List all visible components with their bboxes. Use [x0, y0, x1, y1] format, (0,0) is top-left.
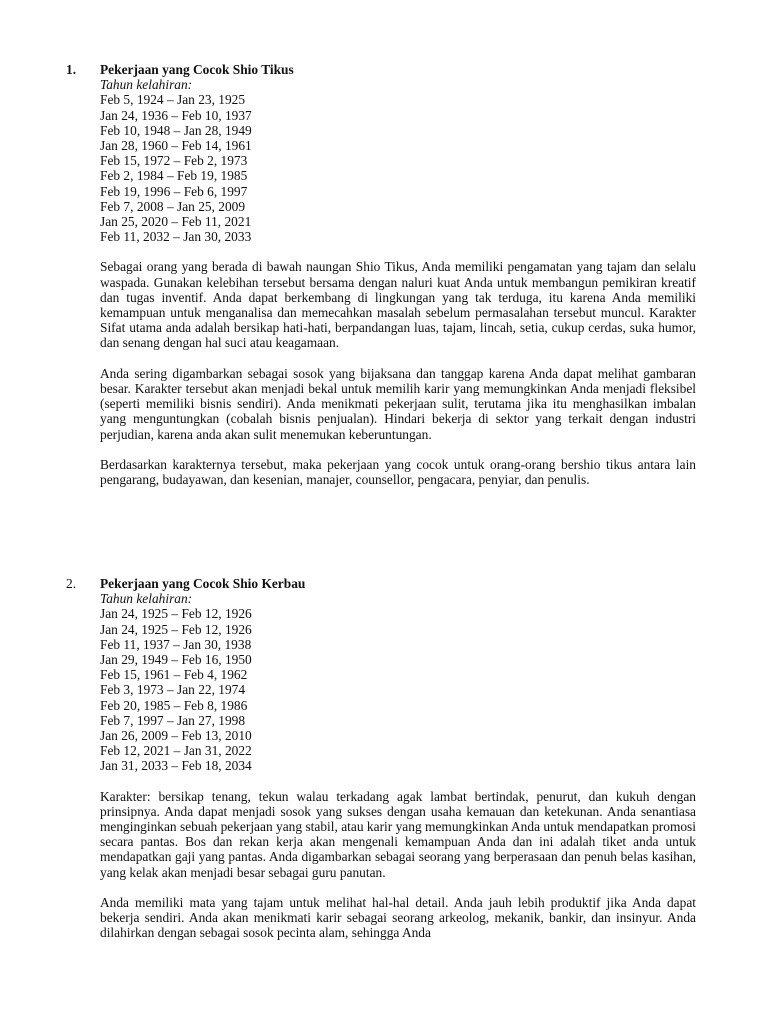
body-paragraph: Berdasarkan karakternya tersebut, maka pekerjaan yang cocok untuk orang-orang bershio tikus antara lain pengarang, budayawan, dan kesenian, manajer, counsellor, pengacara, penyiar, dan penulis. — [100, 457, 696, 488]
birth-year-range: Feb 12, 2021 – Jan 31, 2022 — [100, 743, 252, 759]
birth-year-range: Feb 7, 2008 – Jan 25, 2009 — [100, 198, 246, 214]
birth-years-label: Tahun kelahiran: — [100, 77, 193, 93]
birth-years-label: Tahun kelahiran: — [100, 591, 193, 607]
section-number: 2. — [66, 576, 77, 591]
birth-year-range: Feb 19, 1996 – Feb 6, 1997 — [100, 183, 248, 199]
birth-year-range: Feb 11, 1937 – Jan 30, 1938 — [100, 636, 252, 652]
body-paragraph: Karakter: bersikap tenang, tekun walau terkadang agak lambat bertindak, penurut, dan kukuh dengan prinsipnya. Anda dapat menjadi sosok yang sukses dengan usaha kemauan dan ketekunan. Anda senantiasa menginginkan sebuah pekerjaan yang stabil, atau karir yang memungkinkan Anda untuk mendapatkan promosi secara pantas. Bos dan rekan kerja akan mengenali kemampuan Anda dan ini adalah tiket anda untuk mendapatkan gaji yang pantas. Anda digambarkan sebagai seorang yang berperasaan dan penuh belas kasihan, yang kelak akan menjadi besar sebagai guru panutan. — [100, 788, 696, 880]
birth-year-range: Jan 28, 1960 – Feb 14, 1961 — [100, 137, 252, 153]
body-paragraph: Anda memiliki mata yang tajam untuk melihat hal-hal detail. Anda jauh lebih produktif jika Anda dapat bekerja sendiri. Anda akan menikmati karir sebagai seorang arkeolog, mekanik, bankir, dan insinyur. Anda dilahirkan dengan sebagai sosok pecinta alam, sehingga Anda — [100, 895, 696, 941]
section-title: Pekerjaan yang Cocok Shio Kerbau — [100, 576, 306, 591]
birth-year-range: Feb 3, 1973 – Jan 22, 1974 — [100, 682, 246, 698]
birth-year-range: Feb 7, 1997 – Jan 27, 1998 — [100, 712, 246, 728]
section-title: Pekerjaan yang Cocok Shio Tikus — [100, 62, 294, 77]
birth-year-range: Jan 24, 1925 – Feb 12, 1926 — [100, 621, 252, 637]
birth-year-range: Jan 31, 2033 – Feb 18, 2034 — [100, 758, 252, 774]
birth-year-range: Jan 25, 2020 – Feb 11, 2021 — [100, 213, 252, 229]
birth-year-range: Jan 26, 2009 – Feb 13, 2010 — [100, 727, 252, 743]
birth-year-range: Jan 29, 1949 – Feb 16, 1950 — [100, 651, 252, 667]
birth-year-range: Feb 15, 1961 – Feb 4, 1962 — [100, 667, 248, 683]
body-paragraph: Sebagai orang yang berada di bawah naungan Shio Tikus, Anda memiliki pengamatan yang tajam dan selalu waspada. Gunakan kelebihan tersebut bersama dengan naluri kuat Anda untuk membangun pemikiran kreatif dan tugas inventif. Anda dapat berkembang di lingkungan yang tak terduga, itu karena Anda memiliki kemampuan untuk menganalisa dan memecahkan masalah sebelum permasalahan tersebut muncul. Karakter Sifat utama anda adalah bersikap hati-hati, berpandangan luas, tajam, lincah, setia, cukup cerdas, suka humor, dan senang dengan hal suci atau keagamaan. — [100, 259, 696, 351]
birth-year-range: Jan 24, 1936 – Feb 10, 1937 — [100, 107, 252, 123]
birth-year-range: Feb 5, 1924 – Jan 23, 1925 — [100, 92, 246, 108]
body-paragraph: Anda sering digambarkan sebagai sosok yang bijaksana dan tanggap karena Anda dapat melihat gambaran besar. Karakter tersebut akan menjadi bekal untuk memilih karir yang memungkinkan Anda menjadi fleksibel (seperti memiliki bisnis sendiri). Anda menikmati pekerjaan sulit, terutama jika itu menghasilkan imbalan yang menguntungkan (cobalah bisnis penjualan). Hindari bekerja di sektor yang terkait dengan industri perjudian, karena anda akan sulit menemukan keberuntungan. — [100, 365, 696, 442]
birth-year-range: Feb 15, 1972 – Feb 2, 1973 — [100, 153, 248, 169]
section-number: 1. — [66, 62, 77, 77]
birth-year-range: Jan 24, 1925 – Feb 12, 1926 — [100, 606, 252, 622]
birth-year-range: Feb 20, 1985 – Feb 8, 1986 — [100, 697, 248, 713]
section-content — [100, 576, 696, 941]
section-content — [100, 62, 696, 487]
birth-year-range: Feb 11, 2032 – Jan 30, 2033 — [100, 229, 252, 245]
birth-year-range: Feb 10, 1948 – Jan 28, 1949 — [100, 122, 252, 138]
birth-year-range: Feb 2, 1984 – Feb 19, 1985 — [100, 168, 248, 184]
